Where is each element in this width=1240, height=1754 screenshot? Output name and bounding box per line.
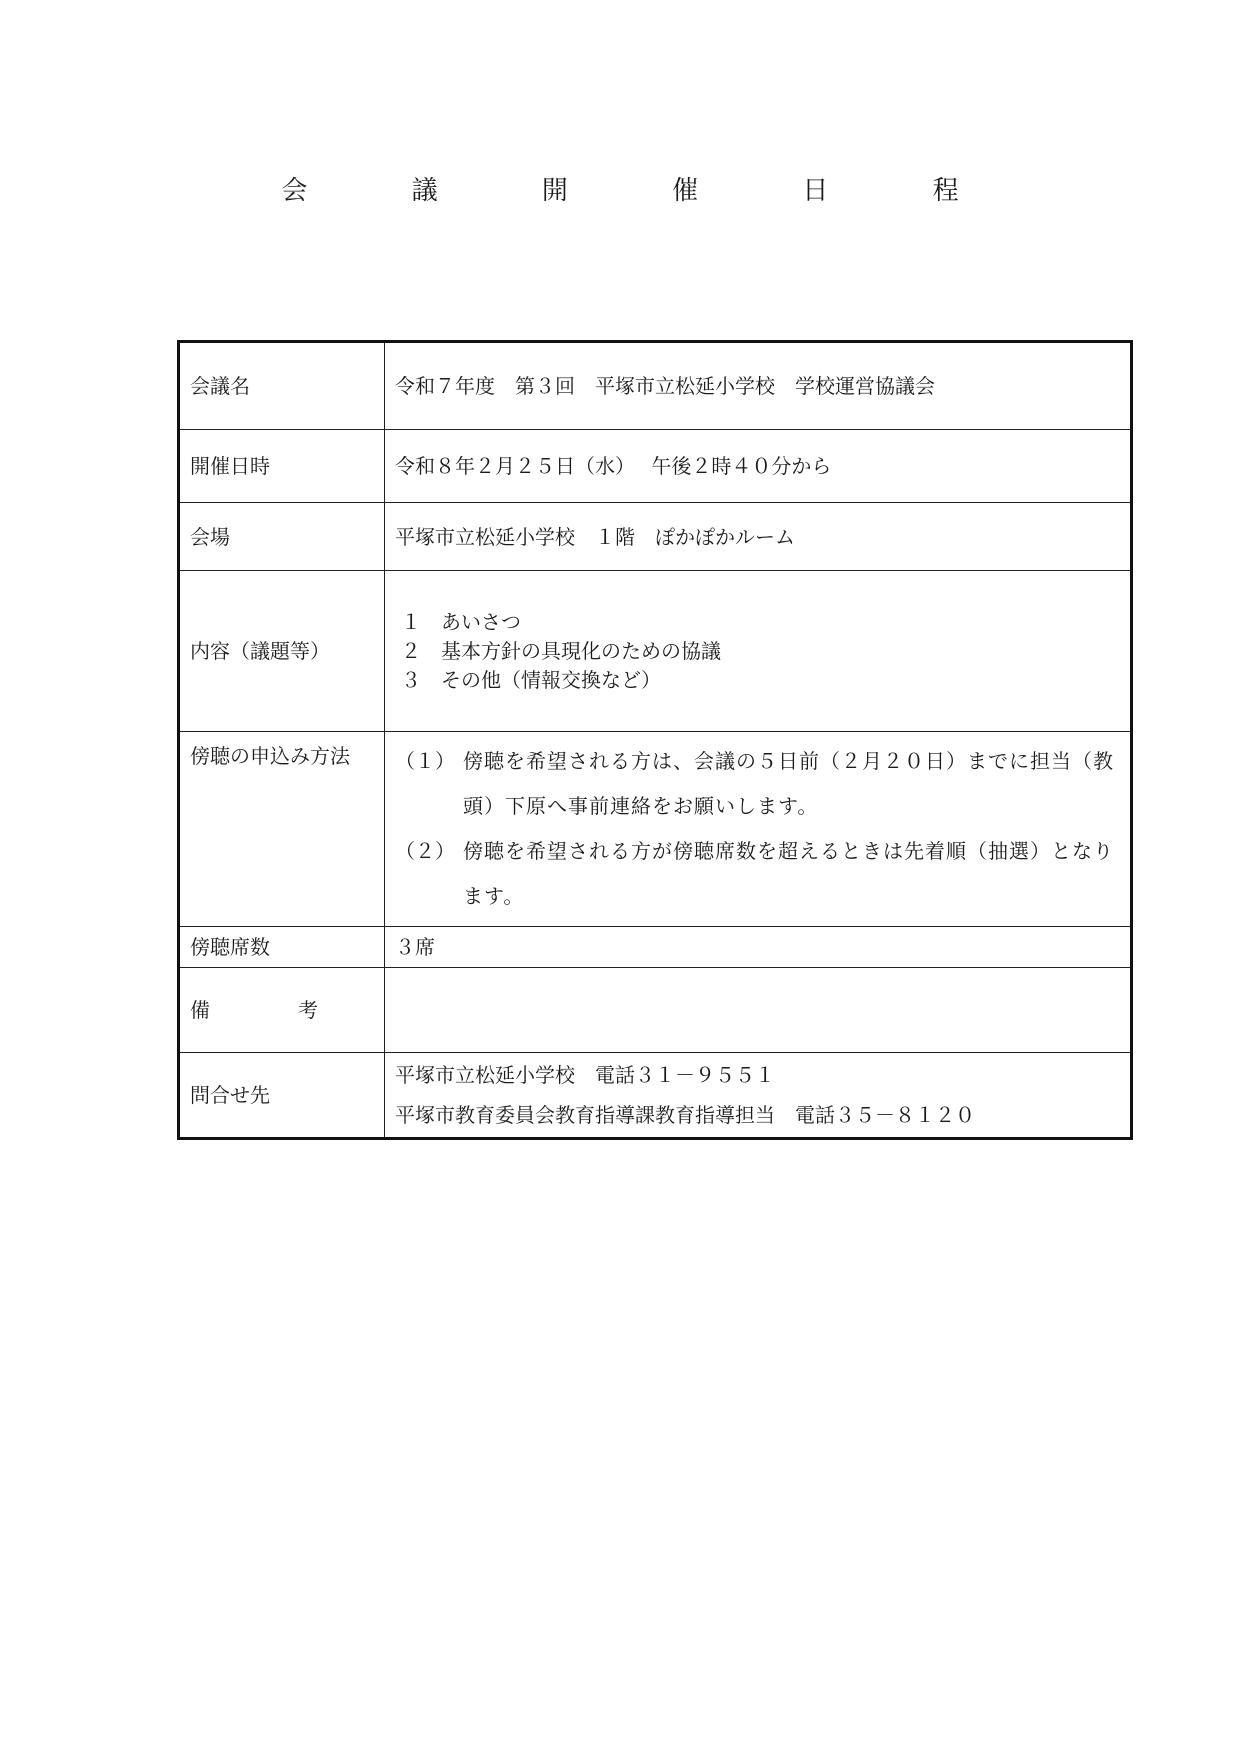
agenda-item-text: その他（情報交換など）: [441, 667, 661, 692]
agenda-item-number: １: [401, 609, 421, 634]
agenda-item-text: 基本方針の具現化のための協議: [441, 638, 721, 663]
document-title: 会 議 開 催 日 程: [281, 176, 1007, 206]
agenda-list: [395, 608, 1120, 695]
notes-label: 備 考: [179, 968, 385, 1053]
agenda-item: [395, 637, 1120, 666]
notes-row: [179, 968, 1132, 1053]
contact-label: 問合せ先: [179, 1053, 385, 1139]
agenda-item-number: ２: [401, 638, 421, 663]
meeting-name-label: 会議名: [179, 342, 385, 430]
application-item-number: （１）: [395, 749, 455, 773]
application-item: [395, 829, 1120, 919]
application-item-text: 傍聴を希望される方は、会議の５日前（２月２０日）までに担当（教頭）下原へ事前連絡をお願いします。: [463, 749, 1114, 818]
contact-line: 平塚市立松延小学校 電話３１－９５５１: [395, 1063, 775, 1087]
content-value: [385, 571, 1132, 732]
venue-value: 平塚市立松延小学校 １階 ぽかぽかルーム: [385, 503, 1132, 571]
contact-line: 平塚市教育委員会教育指導課教育指導担当 電話３５－８１２０: [395, 1103, 975, 1127]
seats-label: 傍聴席数: [179, 927, 385, 968]
application-item-text: 傍聴を希望される方が傍聴席数を超えるときは先着順（抽選）となります。: [463, 839, 1114, 908]
contact-value: [385, 1053, 1132, 1139]
application-row: [179, 732, 1132, 927]
agenda-item: [395, 666, 1120, 695]
seats-row: [179, 927, 1132, 968]
content-label: 内容（議題等）: [179, 571, 385, 732]
venue-row: [179, 503, 1132, 571]
datetime-value: 令和８年２月２５日（水） 午後２時４０分から: [385, 430, 1132, 503]
contact-row: [179, 1053, 1132, 1139]
datetime-label: 開催日時: [179, 430, 385, 503]
venue-label: 会場: [179, 503, 385, 571]
seats-value: ３席: [385, 927, 1132, 968]
agenda-item-number: ３: [401, 667, 421, 692]
notes-value: [385, 968, 1132, 1053]
meeting-name-value: 令和７年度 第３回 平塚市立松延小学校 学校運営協議会: [385, 342, 1132, 430]
meeting-schedule-table: [177, 340, 1133, 1140]
application-item-number: （２）: [395, 839, 455, 863]
agenda-item-text: あいさつ: [441, 609, 521, 634]
content-row: [179, 571, 1132, 732]
meeting-name-row: [179, 342, 1132, 430]
datetime-row: [179, 430, 1132, 503]
agenda-item: [395, 608, 1120, 637]
application-item: [395, 739, 1120, 829]
application-value: [385, 732, 1132, 927]
contact-list: [395, 1055, 1120, 1135]
application-label: 傍聴の申込み方法: [179, 732, 385, 927]
